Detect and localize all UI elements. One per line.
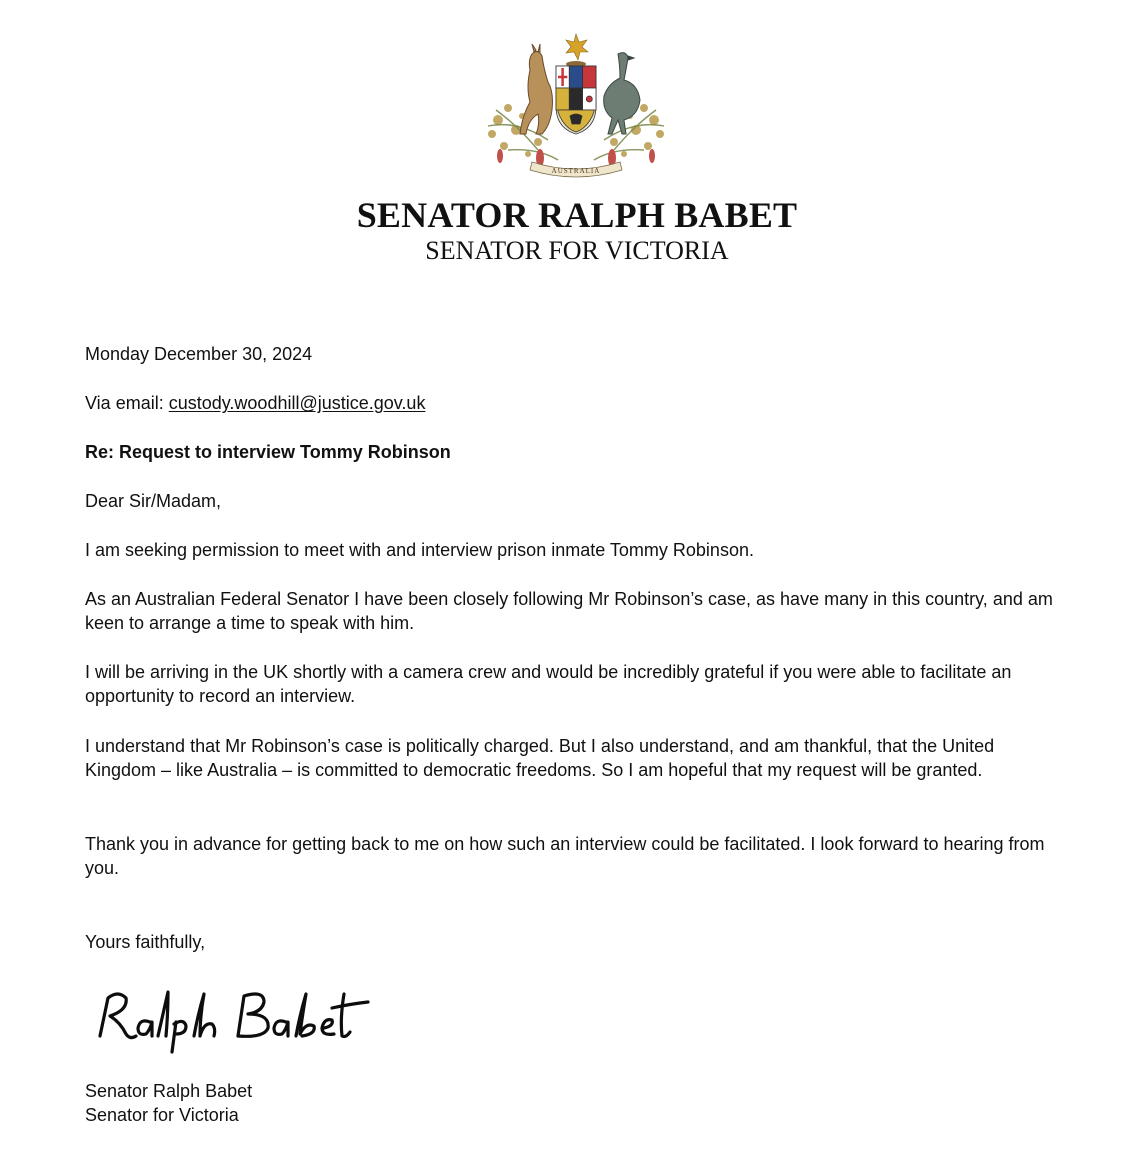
paragraph-4: I understand that Mr Robinson’s case is politically charged. But I also understand, and am thankful, that the United Kingdom – like Australia – is committed to democratic freedoms. So I am hopeful that my request will be granted. (85, 736, 995, 780)
salutation: Dear Sir/Madam, (85, 491, 222, 511)
paragraph-1: I am seeking permission to meet with and interview prison inmate Tommy Robinson. (85, 540, 754, 560)
letterhead-title: SENATOR FOR VICTORIA (425, 236, 729, 265)
via-email-label: Via email: (85, 393, 169, 413)
signoff-title: Senator for Victoria (85, 1105, 239, 1125)
letter-date: Monday December 30, 2024 (85, 344, 313, 364)
letter-subject: Re: Request to interview Tommy Robinson (85, 442, 451, 462)
paragraph-5: Thank you in advance for getting back to me on how such an interview could be facilitated. I look forward to hearing from you. (85, 834, 1045, 878)
via-email-line (85, 391, 1085, 415)
signoff-name: Senator Ralph Babet (85, 1081, 253, 1101)
paragraph-2: As an Australian Federal Senator I have been closely following Mr Robinson’s case, as have many in this country, and am keen to arrange a time to speak with him. (85, 589, 1053, 633)
closing: Yours faithfully, (85, 932, 206, 952)
letterhead-name: SENATOR RALPH BABET (356, 195, 798, 235)
paragraph-3: I will be arriving in the UK shortly with a camera crew and would be incredibly grateful if you were able to facilitate an opportunity to record an interview. (85, 662, 1012, 706)
email-link[interactable]: custody.woodhill@justice.gov.uk (168, 393, 426, 413)
crest-scroll-label: AUSTRALIA (551, 167, 601, 175)
coat-of-arms-emblem (478, 30, 674, 182)
handwritten-signature (88, 978, 378, 1056)
